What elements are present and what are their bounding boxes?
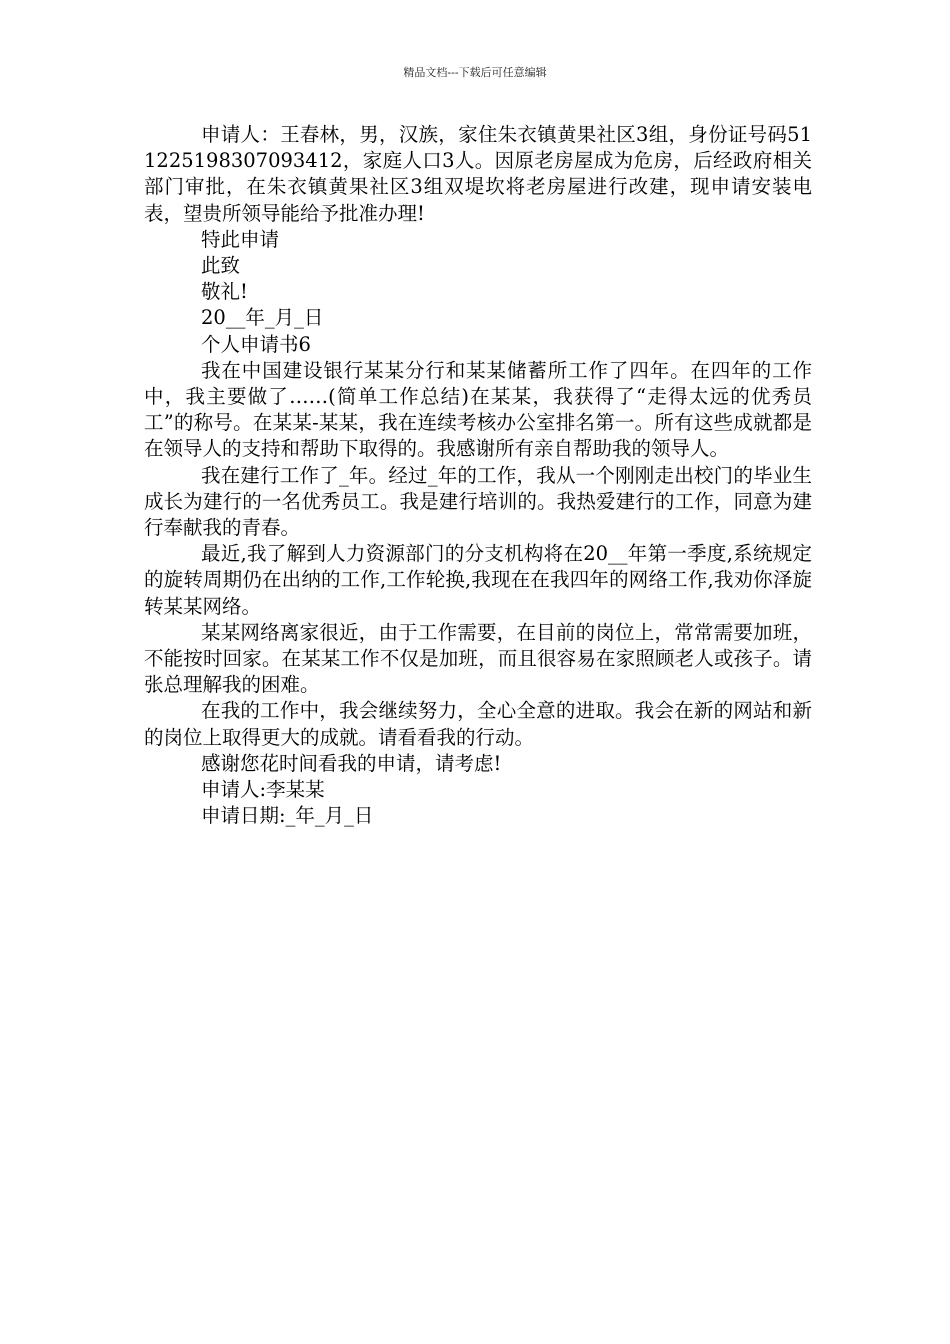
paragraph-body-1: 我在中国建设银行某某分行和某某储蓄所工作了四年。在四年的工作中，我主要做了……(简单工作总结)在某某，我获得了“走得太远的优秀员工”的称号。在某某-某某，我在连续考核办公室排名第一。所有这些成就都是在领导人的支持和帮助下取得的。我感谢所有亲自帮助我的领导人。	[144, 358, 812, 461]
paragraph-application-date: 申请日期:_年_月_日	[201, 804, 374, 828]
paragraph-body-3: 最近,我了解到人力资源部门的分支机构将在20__年第一季度,系统规定的旋转周期仍在出纳的工作,工作轮换,我现在在我四年的网络工作,我劝你泽旋转某某网络。	[144, 542, 812, 618]
paragraph-body-5: 在我的工作中，我会继续努力，全心全意的进取。我会在新的网站和新的岗位上取得更大的成就。请看看我的行动。	[144, 699, 812, 749]
page-header: 精品文档---下载后可任意编辑	[403, 66, 547, 79]
paragraph-body-4: 某某网络离家很近，由于工作需要，在目前的岗位上，常常需要加班，不能按时回家。在某某工作不仅是加班，而且很容易在家照顾老人或孩子。请张总理解我的困难。	[144, 620, 812, 697]
paragraph-application-1: 申请人：王春林，男，汉族，家住朱衣镇黄果社区3组，身份证号码511225198307093412，家庭人口3人。因原老房屋成为危房，后经政府相关部门审批，在朱衣镇黄果社区3组双堤坎将老房屋进行改建，现申请安装电表，望贵所领导能给予批准办理!	[144, 123, 812, 225]
document-body	[144, 122, 812, 829]
paragraph-salutation: 此致	[201, 254, 241, 278]
paragraph-thanks: 感谢您花时间看我的申请，请考虑!	[201, 751, 502, 775]
paragraph-section-title: 个人申请书6	[201, 332, 311, 356]
paragraph-regards: 敬礼!	[201, 280, 248, 304]
paragraph-closing-request: 特此申请	[201, 227, 280, 251]
paragraph-body-2: 我在建行工作了_年。经过_年的工作，我从一个刚刚走出校门的毕业生成长为建行的一名优秀员工。我是建行培训的。我热爱建行的工作，同意为建行奉献我的青春。	[144, 463, 812, 540]
paragraph-applicant: 申请人:李某某	[201, 778, 325, 802]
paragraph-date-1: 20__年_月_日	[201, 306, 324, 330]
